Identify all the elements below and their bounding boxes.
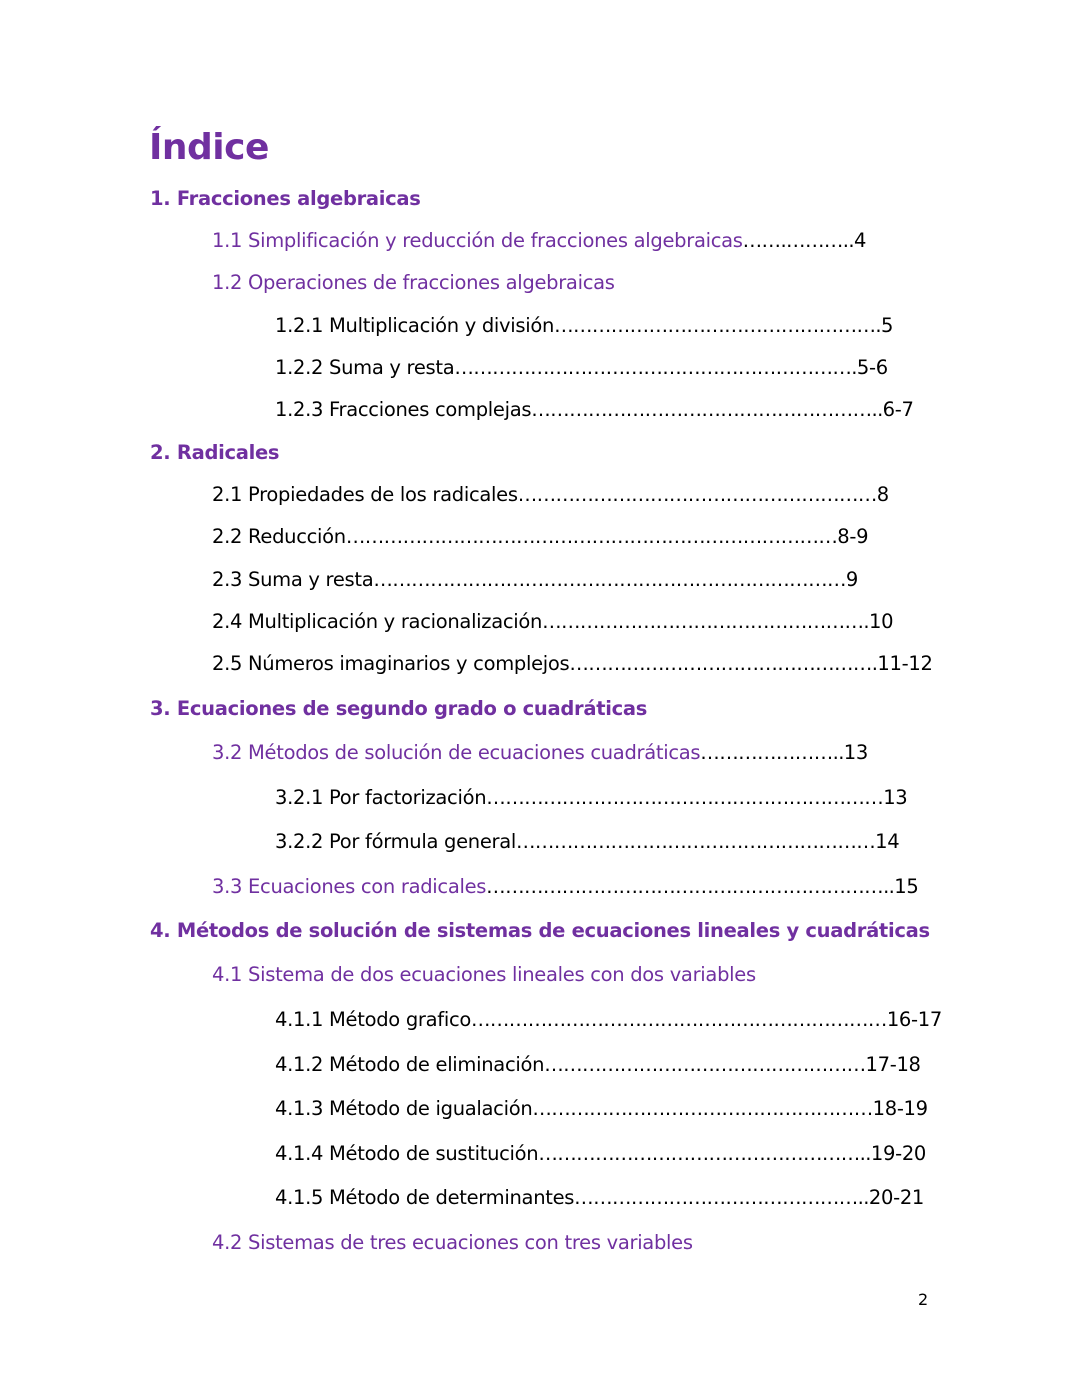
toc-page-number: 5-6 — [856, 356, 888, 379]
toc-entry-4-1-4[interactable] — [275, 1140, 926, 1168]
toc-leader-dots: ……………………………………………………… — [486, 786, 884, 809]
toc-entry-3-2[interactable] — [212, 739, 868, 767]
toc-entry-text: 3.2 Métodos de solución de ecuaciones cuadráticas — [212, 741, 701, 764]
toc-entry-text: 1.2.1 Multiplicación y división — [275, 314, 555, 337]
toc-entry-2-5[interactable] — [212, 650, 933, 678]
toc-section-2[interactable] — [150, 439, 279, 467]
toc-entry-text: 1.2.2 Suma y resta — [275, 356, 455, 379]
toc-page-number: 15 — [894, 875, 919, 898]
toc-page-number: 20-21 — [868, 1186, 925, 1209]
toc-entry-1-2-2[interactable] — [275, 354, 888, 382]
toc-leader-dots: ……………………………………………………….. — [486, 875, 895, 898]
toc-leader-dots: ………………………………………………………………… — [373, 568, 846, 591]
toc-leader-dots: ………………………………………………… — [517, 483, 877, 506]
toc-leader-dots: …………………………………………….. — [538, 1142, 871, 1165]
toc-leader-dots: ………………………………………………… — [516, 830, 876, 853]
toc-page-number: 14 — [875, 830, 900, 853]
toc-entry-4-1-1[interactable] — [275, 1006, 942, 1034]
toc-entry-3-3[interactable] — [212, 873, 919, 901]
toc-entry-text: 4.1.3 Método de igualación — [275, 1097, 533, 1120]
toc-entry-4-1-2[interactable] — [275, 1051, 921, 1079]
toc-entry-1-2-1[interactable] — [275, 312, 893, 340]
index-title: Índice — [149, 127, 269, 168]
toc-page-number: 8-9 — [837, 525, 869, 548]
toc-leader-dots: ………………………………………………………. — [454, 356, 857, 379]
toc-entry-4-1-3[interactable] — [275, 1095, 928, 1123]
toc-entry-text: 4. Métodos de solución de sistemas de ecuaciones lineales y cuadráticas — [150, 919, 930, 942]
toc-entry-text: 1.2 Operaciones de fracciones algebraicas — [212, 271, 615, 294]
toc-entry-4-2[interactable] — [212, 1229, 693, 1257]
toc-section-3[interactable] — [150, 695, 647, 723]
toc-entry-2-2[interactable] — [212, 523, 868, 551]
toc-page-number: 19-20 — [870, 1142, 927, 1165]
toc-entry-4-1-5[interactable] — [275, 1184, 924, 1212]
toc-entry-text: 1. Fracciones algebraicas — [150, 187, 421, 210]
toc-page-number: 6-7 — [882, 398, 914, 421]
toc-page-number: 18-19 — [872, 1097, 928, 1120]
toc-leader-dots: …………………………………………………………………… — [345, 525, 838, 548]
toc-entry-text: 3. Ecuaciones de segundo grado o cuadráticas — [150, 697, 648, 720]
toc-entry-text: 1.2.3 Fracciones complejas — [275, 398, 532, 421]
toc-page-number: 16-17 — [886, 1008, 942, 1031]
toc-leader-dots: …….……….. — [742, 229, 854, 252]
toc-leader-dots: ……………………………………………… — [532, 1097, 873, 1120]
toc-page-number: 9 — [845, 568, 858, 591]
page-number: 2 — [918, 1290, 929, 1309]
toc-entry-1-1[interactable] — [212, 227, 866, 255]
toc-section-4[interactable] — [150, 917, 930, 945]
toc-page-number: 8 — [876, 483, 889, 506]
toc-entry-text: 4.1.1 Método grafico — [275, 1008, 471, 1031]
toc-entry-text: 3.3 Ecuaciones con radicales — [212, 875, 487, 898]
toc-leader-dots: ………………….. — [700, 741, 844, 764]
toc-leader-dots: …………………………………………… — [544, 1053, 866, 1076]
toc-section-1[interactable] — [150, 185, 421, 213]
toc-leader-dots: …………………………………………. — [569, 652, 878, 675]
toc-entry-2-4[interactable] — [212, 608, 893, 636]
toc-entry-3-2-2[interactable] — [275, 828, 899, 856]
toc-entry-4-1[interactable] — [212, 961, 756, 989]
toc-entry-2-1[interactable] — [212, 481, 889, 509]
toc-entry-text: 2.4 Multiplicación y racionalización — [212, 610, 543, 633]
toc-entry-text: 1.1 Simplificación y reducción de fracciones algebraicas — [212, 229, 743, 252]
toc-page-number: 13 — [883, 786, 908, 809]
toc-leader-dots: ……………………………………….. — [574, 1186, 869, 1209]
toc-page-number: 10 — [869, 610, 894, 633]
toc-entry-text: 4.1 Sistema de dos ecuaciones lineales con dos variables — [212, 963, 756, 986]
toc-entry-text: 2.2 Reducción — [212, 525, 346, 548]
toc-entry-1-2-3[interactable] — [275, 396, 914, 424]
toc-leader-dots: ……………………………………………….. — [531, 398, 883, 421]
toc-entry-2-3[interactable] — [212, 566, 858, 594]
toc-entry-text: 4.1.2 Método de eliminación — [275, 1053, 545, 1076]
toc-page-number: 4 — [853, 229, 867, 252]
toc-entry-text: 4.1.4 Método de sustitución — [275, 1142, 539, 1165]
toc-entry-1-2[interactable] — [212, 269, 615, 297]
toc-leader-dots: ……………………………………………. — [542, 610, 870, 633]
toc-page-number: 11-12 — [877, 652, 933, 675]
toc-entry-text: 2.5 Números imaginarios y complejos — [212, 652, 570, 675]
toc-page-number: 5 — [880, 314, 894, 337]
toc-entry-text: 2.1 Propiedades de los radicales — [212, 483, 518, 506]
toc-page-number: 13 — [843, 741, 869, 764]
toc-entry-text: 4.1.5 Método de determinantes — [275, 1186, 575, 1209]
toc-page-number: 17-18 — [865, 1053, 921, 1076]
toc-entry-text: 3.2.2 Por fórmula general — [275, 830, 517, 853]
toc-entry-text: 3.2.1 Por factorización — [275, 786, 487, 809]
toc-leader-dots: ………………………………………………………… — [471, 1008, 887, 1031]
toc-entry-text: 4.2 Sistemas de tres ecuaciones con tres variables — [212, 1231, 693, 1254]
toc-entry-3-2-1[interactable] — [275, 784, 907, 812]
toc-entry-text: 2.3 Suma y resta — [212, 568, 374, 591]
toc-entry-text: 2. Radicales — [150, 441, 280, 464]
toc-leader-dots: ……………………………………………. — [554, 314, 881, 337]
